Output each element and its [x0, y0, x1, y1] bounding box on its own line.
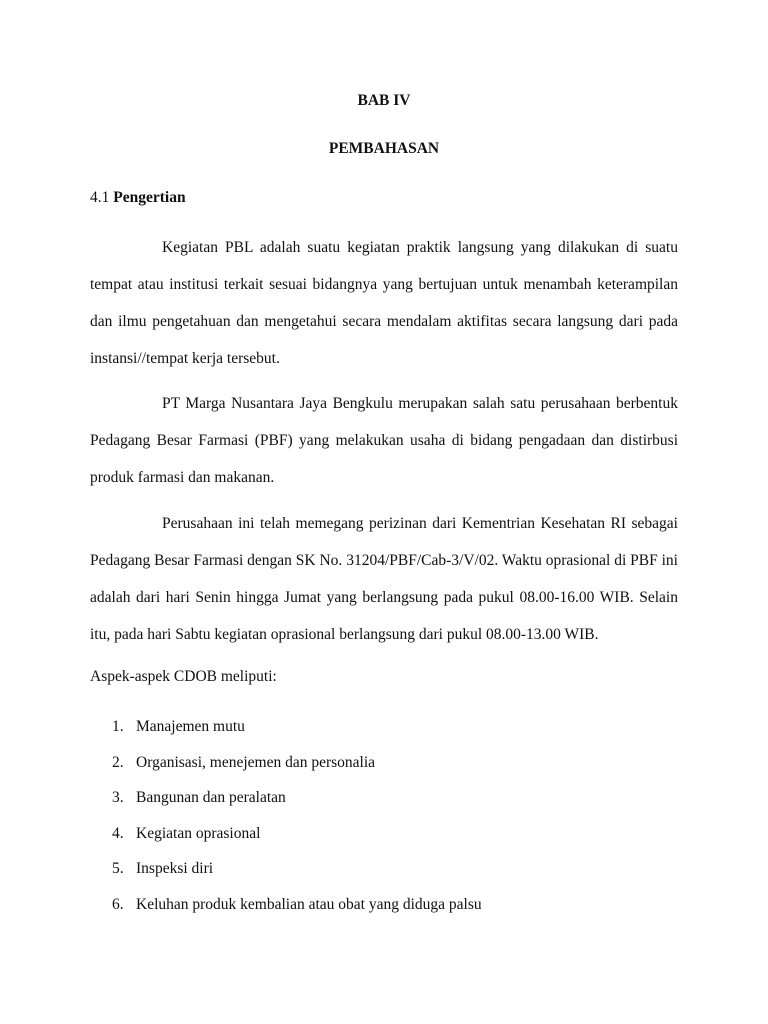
paragraph-3: Perusahaan ini telah memegang perizinan dari Kementrian Kesehatan RI sebagai Pedagang Besar Farmasi dengan SK No. 31204/PBF/Cab-3/V/02. Waktu oprasional di PBF ini adalah dari hari Senin hingga Jumat yang berlangsung pada pukul 08.00-16.00 WIB. Selain itu, pada hari Sabtu kegiatan oprasional berlangsung dari pukul 08.00-13.00 WIB.	[90, 515, 678, 643]
list-item-text: Kegiatan oprasional	[136, 824, 261, 842]
list-item-text: Organisasi, menejemen dan personalia	[136, 753, 376, 771]
paragraph-1: Kegiatan PBL adalah suatu kegiatan praktik langsung yang dilakukan di suatu tempat atau institusi terkait sesuai bidangnya yang bertujuan untuk menambah keterampilan dan ilmu pengetahuan dan mengetahui secara mendalam aktifitas secara langsung dari pada instansi//tempat kerja tersebut.	[90, 239, 678, 367]
list-item-number: 4.	[112, 824, 124, 842]
chapter-heading: PEMBAHASAN	[328, 140, 440, 157]
section-title: Pengertian	[113, 189, 186, 206]
section-heading	[90, 189, 186, 207]
list-item-text: Keluhan produk kembalian atau obat yang diduga palsu	[136, 895, 482, 913]
section-number: 4.1	[90, 189, 110, 206]
list-item-number: 1.	[112, 718, 124, 735]
list-item-text: Bangunan dan peralatan	[136, 789, 286, 807]
list-item-text: Manajemen mutu	[136, 718, 245, 735]
list-item-number: 6.	[112, 895, 124, 913]
list-item-number: 3.	[112, 789, 124, 807]
list-item-number: 2.	[112, 753, 124, 771]
paragraph-2: PT Marga Nusantara Jaya Bengkulu merupakan salah satu perusahaan berbentuk Pedagang Besar Farmasi (PBF) yang melakukan usaha di bidang pengadaan dan distirbusi produk farmasi dan makanan.	[90, 395, 678, 486]
list-intro: Aspek-aspek CDOB meliputi:	[90, 668, 277, 685]
list-item-text: Inspeksi diri	[136, 860, 214, 878]
list-item-number: 5.	[112, 860, 124, 878]
chapter-title: BAB IV	[357, 92, 411, 109]
